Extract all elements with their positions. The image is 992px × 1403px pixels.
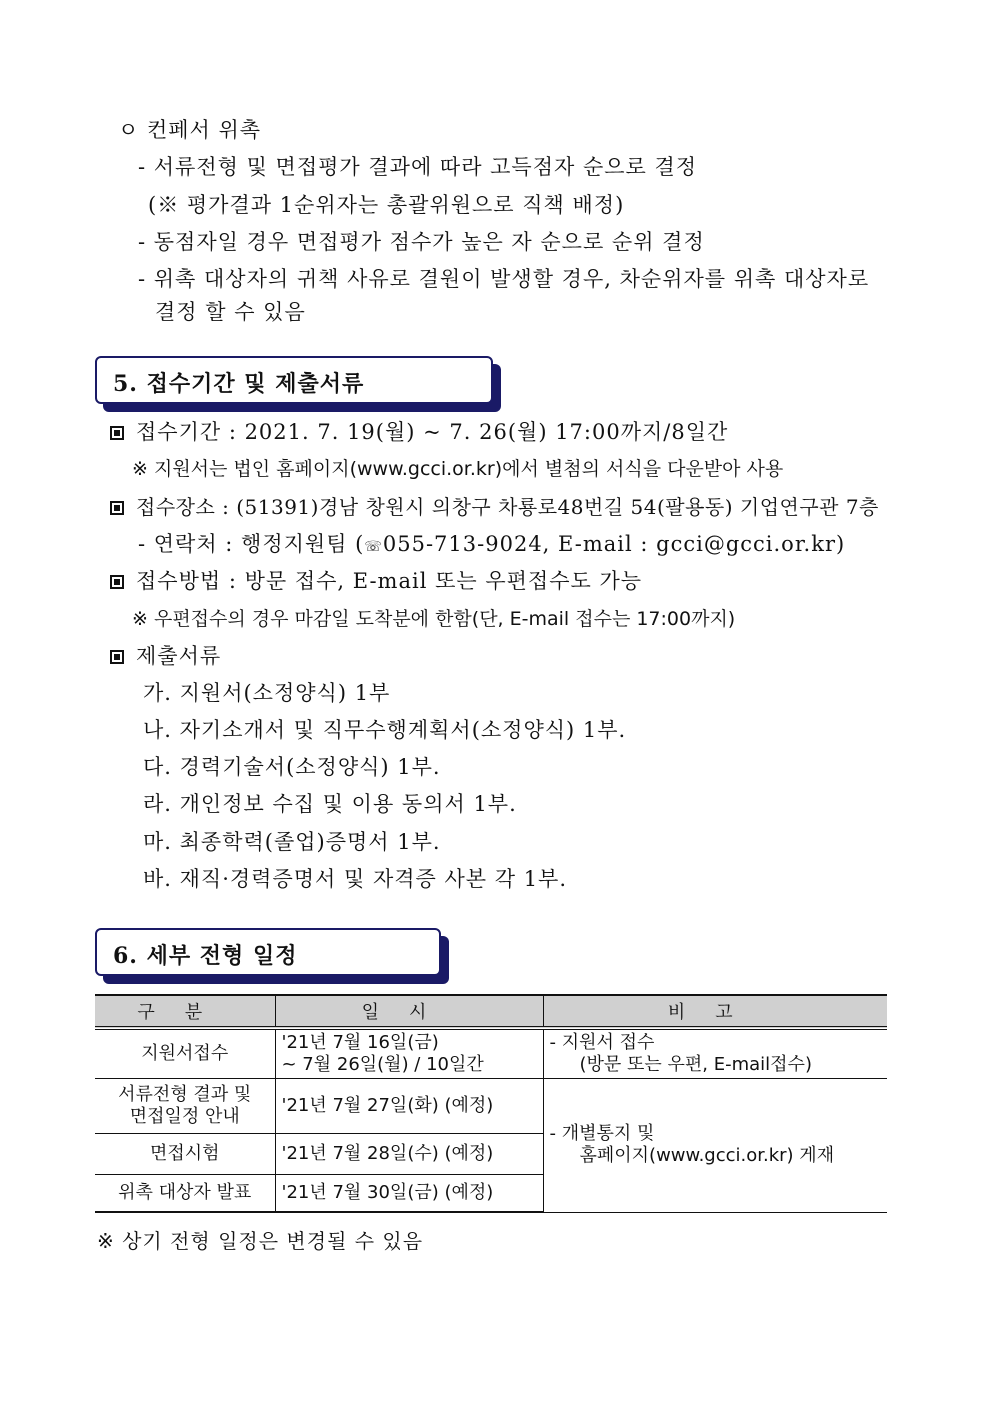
doc-item: 라. 개인정보 수집 및 이용 동의서 1부. <box>143 792 517 816</box>
doc-item: 가. 지원서(소정양식) 1부 <box>143 681 391 705</box>
footnote: ※ 상기 전형 일정은 변경될 수 있음 <box>97 1229 424 1253</box>
method-note: ※ 우편접수의 경우 마감일 도착분에 한함(단, E-mail 접수는 17:00까지) <box>132 608 736 630</box>
list-item: - 서류전형 및 면접평가 결과에 따라 고득점자 순으로 결정 <box>138 155 698 179</box>
section-title: ㅇ 컨페서 위촉 <box>118 118 262 142</box>
section-heading-box <box>95 928 441 976</box>
schedule-table <box>95 994 887 1213</box>
list-item-continued: 결정 할 수 있음 <box>155 300 306 324</box>
doc-item: 다. 경력기술서(소정양식) 1부. <box>143 755 441 779</box>
table-row <box>95 1078 887 1133</box>
column-header: 비고 <box>543 995 887 1028</box>
contact-item: - 연락처 : 행정지원팀 (☏055-713-9024, E-mail : gcci@gcci.or.kr) <box>138 532 846 556</box>
section-heading-box <box>95 356 493 404</box>
date-cell: '21년 7월 28일(수) (예정) <box>275 1133 543 1174</box>
doc-item: 나. 자기소개서 및 직무수행계획서(소정양식) 1부. <box>143 718 627 742</box>
section-heading: 5. 접수기간 및 제출서류 <box>113 371 365 397</box>
note-cell: - 지원서 접수 (방문 또는 우편, E-mail접수) <box>543 1028 887 1078</box>
square-bullet-icon <box>110 575 124 589</box>
list-item-note: (※ 평가결과 1순위자는 총괄위원으로 직책 배정) <box>148 193 625 217</box>
place-item: 접수장소 : (51391)경남 창원시 의창구 차룡로48번길 54(팔용동) 기업연구관 7층 <box>110 493 879 521</box>
square-bullet-icon <box>110 650 124 664</box>
method-item: 접수방법 : 방문 접수, E-mail 또는 우편접수도 가능 <box>110 567 642 595</box>
date-cell: '21년 7월 16일(금) ~ 7월 26일(월) / 10일간 <box>275 1028 543 1078</box>
doc-item: 마. 최종학력(졸업)증명서 1부. <box>143 830 441 854</box>
list-item: - 위촉 대상자의 귀책 사유로 결원이 발생할 경우, 차순위자를 위촉 대상자로 <box>138 267 870 291</box>
category-cell: 위촉 대상자 발표 <box>95 1174 275 1212</box>
table-row <box>95 1028 887 1078</box>
category-cell: 지원서접수 <box>95 1028 275 1078</box>
column-header: 구분 <box>95 995 275 1028</box>
table-header-row <box>95 995 887 1028</box>
section-heading: 6. 세부 전형 일정 <box>113 943 298 969</box>
square-bullet-icon <box>110 426 124 440</box>
note-cell: - 개별통지 및 홈페이지(www.gcci.or.kr) 게재 <box>543 1078 887 1212</box>
date-cell: '21년 7월 30일(금) (예정) <box>275 1174 543 1212</box>
phone-icon: ☏ <box>364 539 383 555</box>
doc-item: 바. 재직·경력증명서 및 자격증 사본 각 1부. <box>143 867 568 891</box>
date-cell: '21년 7월 27일(화) (예정) <box>275 1078 543 1133</box>
period-note: ※ 지원서는 법인 홈페이지(www.gcci.or.kr)에서 별첨의 서식을 다운받아 사용 <box>132 458 784 480</box>
square-bullet-icon <box>110 501 124 515</box>
category-cell: 서류전형 결과 및 면접일정 안내 <box>95 1078 275 1133</box>
docs-title: 제출서류 <box>110 642 221 670</box>
column-header: 일시 <box>275 995 543 1028</box>
period-item: 접수기간 : 2021. 7. 19(월) ~ 7. 26(월) 17:00까지/8일간 <box>110 418 728 446</box>
list-item: - 동점자일 경우 면접평가 점수가 높은 자 순으로 순위 결정 <box>138 230 705 254</box>
category-cell: 면접시험 <box>95 1133 275 1174</box>
